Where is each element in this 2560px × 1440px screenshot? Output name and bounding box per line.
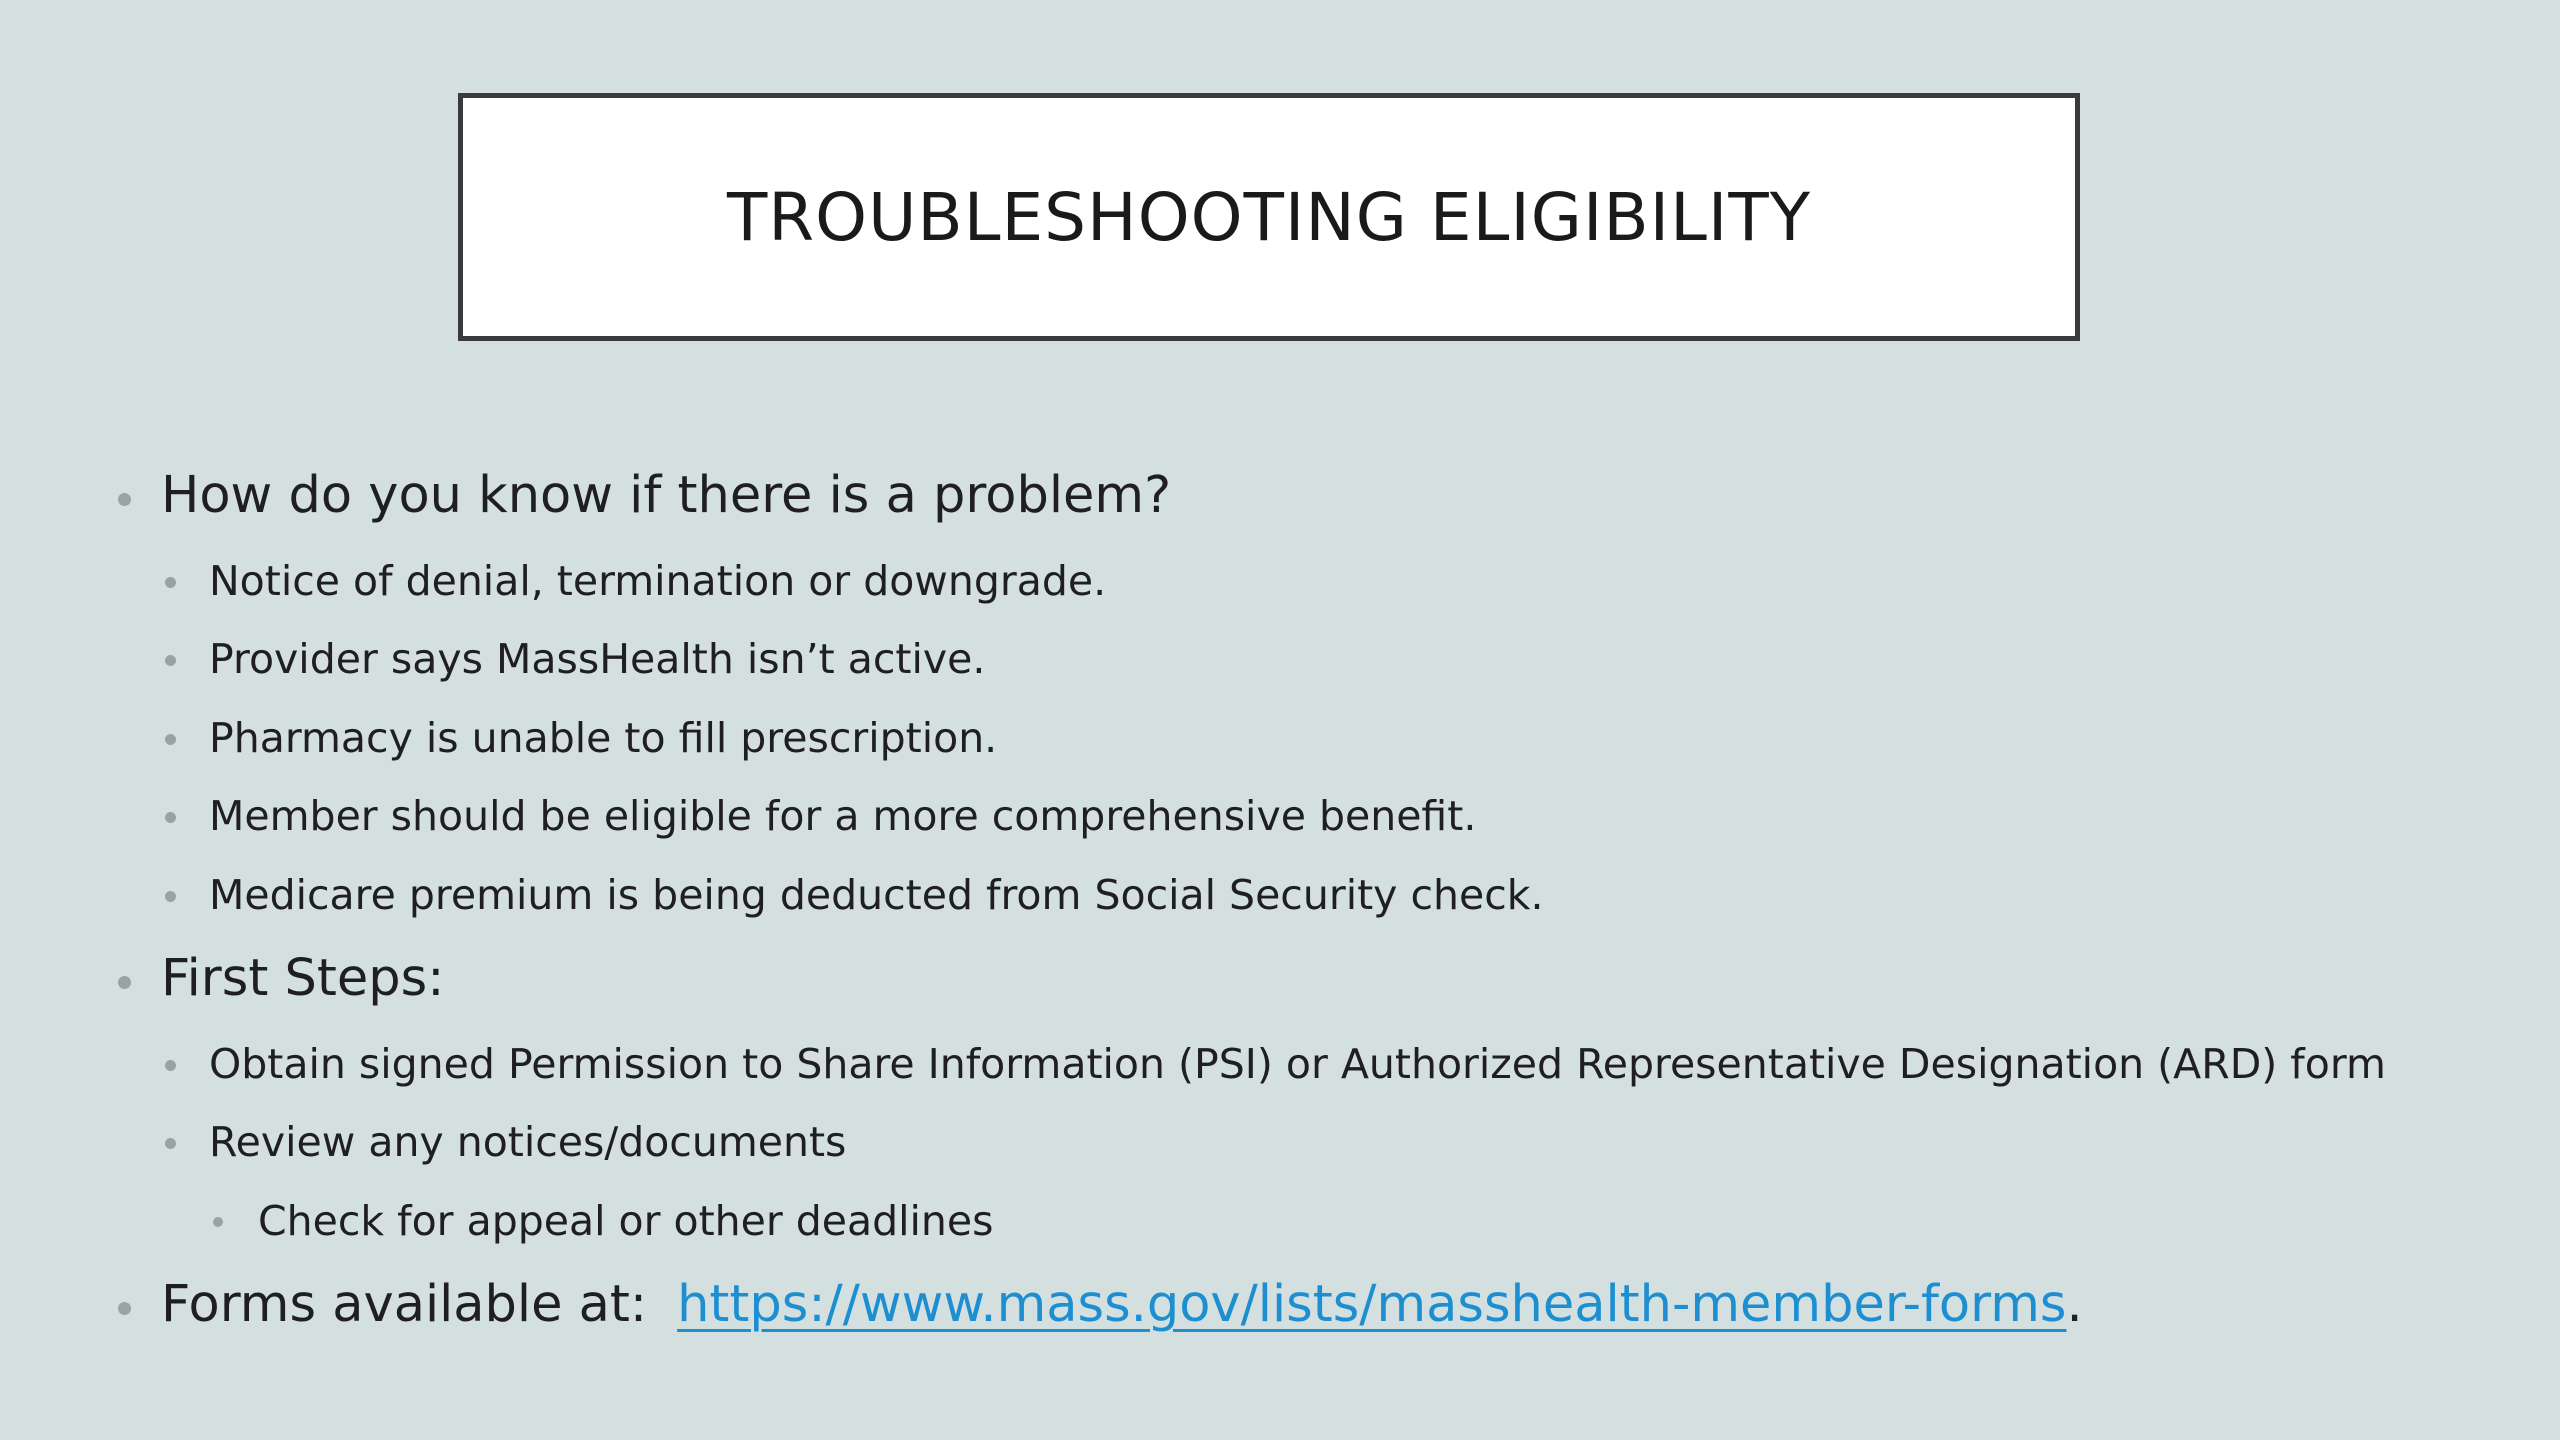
bullet-text: Pharmacy is unable to fill prescription.: [209, 714, 998, 762]
bullet-dot: [165, 891, 176, 902]
masshealth-forms-link[interactable]: https://www.mass.gov/lists/masshealth-member-forms: [677, 1275, 2067, 1334]
bullet-dot: [165, 1060, 176, 1071]
bullet-dot: [118, 493, 131, 506]
bullet-dot: [213, 1217, 223, 1227]
bullet-text: Notice of denial, termination or downgrade.: [209, 557, 1107, 605]
forms-suffix: .: [2066, 1275, 2083, 1334]
bullet-dot: [165, 1138, 176, 1149]
bullet-text: Obtain signed Permission to Share Information (PSI) or Authorized Representative Designation (ARD) form: [209, 1040, 2386, 1088]
bullet-text: Member should be eligible for a more comprehensive benefit.: [209, 792, 1477, 840]
bullet-dot: [165, 812, 176, 823]
bullet-text: Provider says MassHealth isn’t active.: [209, 635, 986, 683]
bullet-forms-text: [161, 1275, 2083, 1334]
bullet-text: First Steps:: [161, 949, 445, 1008]
bullet-text: Medicare premium is being deducted from Social Security check.: [209, 871, 1544, 919]
forms-label: Forms available at:: [161, 1275, 648, 1334]
bullet-dot: [118, 976, 131, 989]
bullet-dot: [165, 655, 176, 666]
slide-title: TROUBLESHOOTING ELIGIBILITY: [726, 178, 1812, 256]
bullet-text: Review any notices/documents: [209, 1118, 847, 1166]
bullet-dot: [165, 734, 176, 745]
bullet-dot: [118, 1302, 131, 1315]
bullet-text: Check for appeal or other deadlines: [258, 1197, 994, 1245]
bullet-text: How do you know if there is a problem?: [161, 466, 1172, 525]
bullet-dot: [165, 577, 176, 588]
